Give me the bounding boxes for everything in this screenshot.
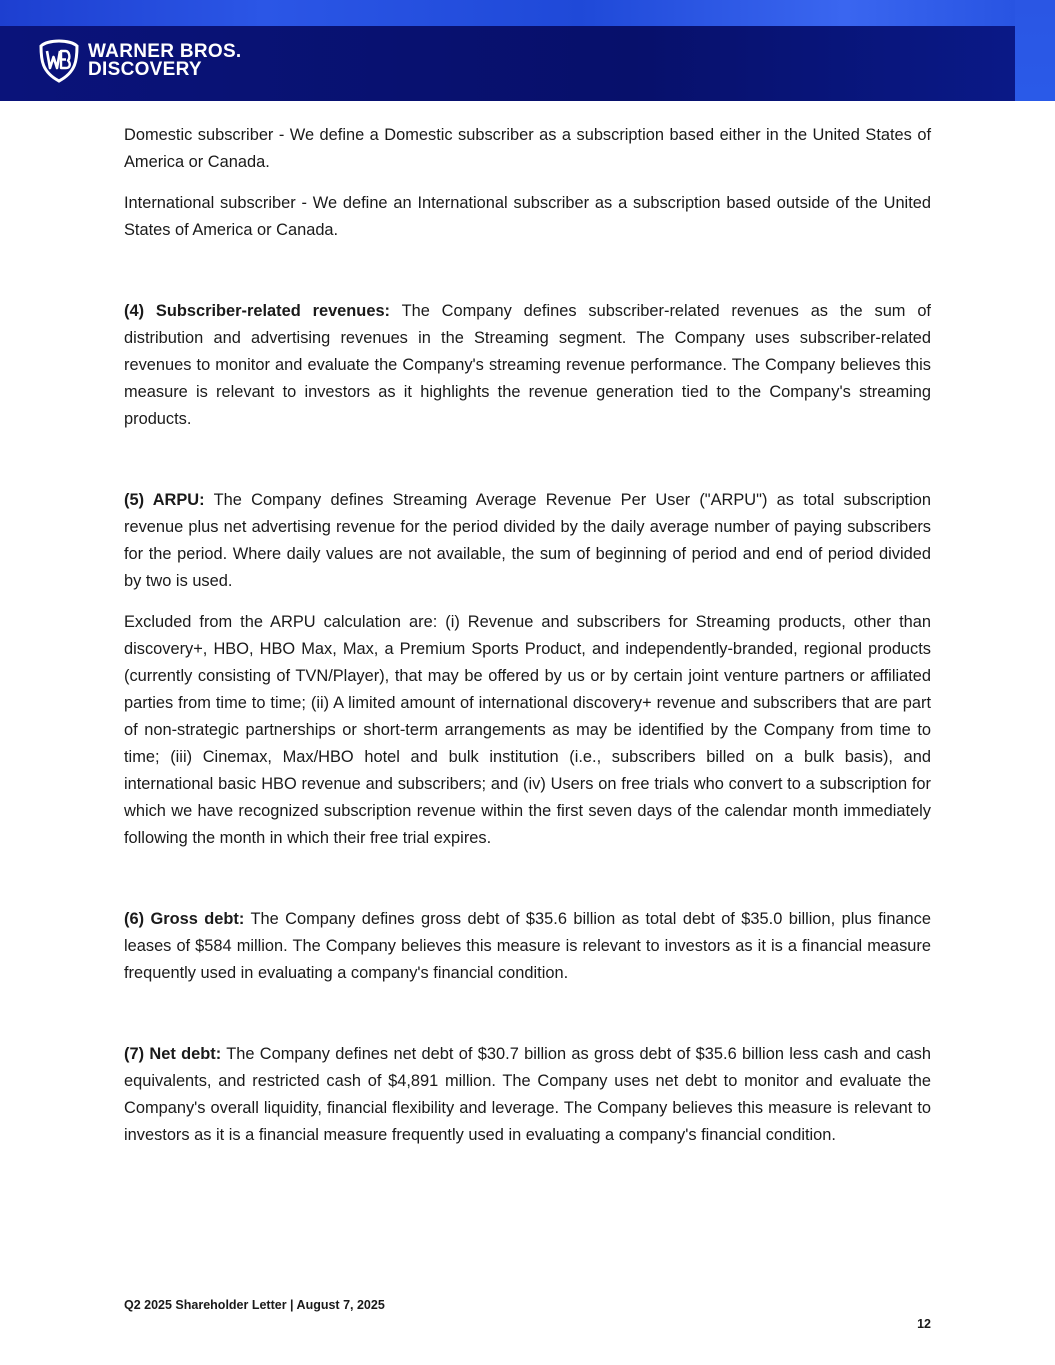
page-number: 12 (917, 1317, 931, 1331)
header-band (0, 0, 1055, 101)
paragraph-international-subscriber (124, 190, 931, 244)
paragraph-heading: (4) Subscriber-related revenues: (124, 302, 391, 320)
paragraph-heading: (6) Gross debt: (124, 910, 245, 928)
wb-shield-icon (36, 38, 82, 84)
footer-label: Q2 2025 Shareholder Letter | August 7, 2025 (124, 1298, 385, 1312)
paragraph-text: The Company defines net debt of $30.7 billion as gross debt of $35.6 billion less cash and cash equivalents, and restricted cash of $4,891 million. The Company uses net debt to monitor and evaluate the Company's overall liquidity, financial flexibility and leverage. The Company believes this measure is relevant to investors as it is a financial measure frequently used in evaluating a company's financial condition. (124, 1045, 931, 1144)
paragraph-text: International subscriber - We define an International subscriber as a subscription based outside of the United States of America or Canada. (124, 194, 931, 239)
paragraph-domestic-subscriber (124, 122, 931, 176)
paragraph-text: The Company defines gross debt of $35.6 billion as total debt of $35.0 billion, plus finance leases of $584 million. The Company believes this measure is relevant to investors as it is a financial measure frequently used in evaluating a company's financial condition. (124, 910, 931, 982)
paragraph-arpu-exclusions (124, 609, 931, 852)
paragraph-heading: (7) Net debt: (124, 1045, 222, 1063)
paragraph-text: The Company defines subscriber-related revenues as the sum of distribution and advertising revenues in the Streaming segment. The Company uses subscriber-related revenues to monitor and evaluate the Company's streaming revenue performance. The Company believes this measure is relevant to investors as it highlights the revenue generation tied to the Company's streaming products. (124, 302, 931, 428)
body-text (124, 122, 931, 1163)
paragraph-arpu (124, 487, 931, 595)
brand-wordmark (88, 43, 242, 79)
wbd-logo (36, 38, 242, 84)
paragraph-subscriber-related-revenues (124, 298, 931, 433)
paragraph-text: The Company defines Streaming Average Revenue Per User ("ARPU") as total subscription revenue plus net advertising revenue for the period divided by the daily average number of paying subscribers for the period. Where daily values are not available, the sum of beginning of period and end of period divided by two is used. (124, 491, 931, 590)
header-right-accent (1015, 0, 1055, 101)
brand-line-2: DISCOVERY (88, 59, 202, 80)
paragraph-text: Excluded from the ARPU calculation are: (i) Revenue and subscribers for Streaming products, other than discovery+, HBO, HBO Max, Max, a Premium Sports Product, and independently-branded, regional products (currently consisting of TVN/Player), that may be offered by us or by certain joint venture partners or affiliated parties from time to time; (ii) A limited amount of international discovery+ revenue and subscribers that are part of non-strategic partnerships or short-term arrangements as may be identified by the Company from time to time; (iii) Cinemax, Max/HBO hotel and bulk institution (i.e., subscribers billed on a bulk basis), and international basic HBO revenue and subscribers; and (iv) Users on free trials who convert to a subscription for which we have recognized subscription revenue within the first seven days of the calendar month immediately following the month in which their free trial expires. (124, 613, 931, 847)
brand-line-1: WARNER BROS. (88, 41, 242, 62)
paragraph-gross-debt (124, 906, 931, 987)
paragraph-text: Domestic subscriber - We define a Domestic subscriber as a subscription based either in the United States of America or Canada. (124, 126, 931, 171)
paragraph-net-debt (124, 1041, 931, 1149)
paragraph-heading: (5) ARPU: (124, 491, 205, 509)
header-accent-strip (0, 0, 1055, 26)
